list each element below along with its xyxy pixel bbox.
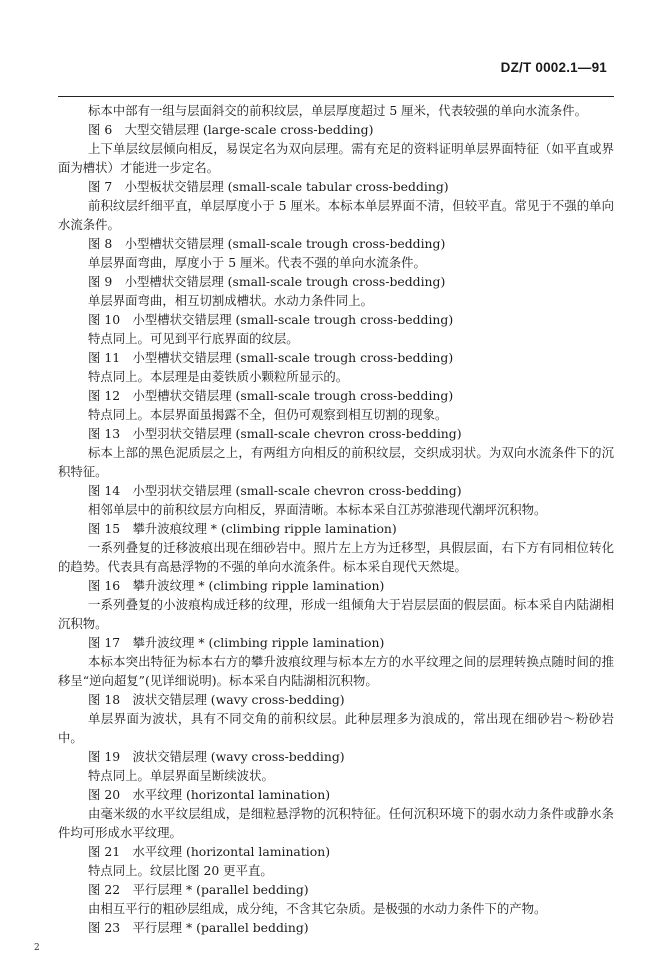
figure-caption: 图 8 小型槽状交错层理 (small-scale trough cross-bedding): [88, 236, 446, 251]
body-paragraph: 上下单层纹层倾向相反，易误定名为双向层理。需有充足的资料证明单层界面特征（如平直或界面为槽状）才能进一步定名。: [58, 141, 614, 175]
header-rule: [58, 96, 614, 97]
figure-caption: 图 9 小型槽状交错层理 (small-scale trough cross-bedding): [88, 274, 446, 289]
body-paragraph: 特点同上。可见到平行底界面的纹层。: [88, 331, 299, 346]
body-paragraph: 单层界面弯曲，相互切割成槽状。水动力条件同上。: [88, 293, 373, 308]
body-paragraph: 相邻单层中的前积纹层方向相反，界面清晰。本标本采自江苏弶港现代潮坪沉积物。: [88, 502, 547, 517]
document-body: [58, 101, 614, 937]
page-number: 2: [34, 943, 40, 953]
figure-caption: 图 20 水平纹理 (horizontal lamination): [88, 787, 331, 802]
body-paragraph: 单层界面为波状，具有不同交角的前积纹层。此种层理多为浪成的，常出现在细砂岩～粉砂岩中。: [58, 711, 614, 745]
figure-caption: 图 16 攀升波纹理 * (climbing ripple lamination): [88, 578, 385, 593]
figure-caption: 图 19 波状交错层理 (wavy cross-bedding): [88, 749, 345, 764]
figure-caption: 图 14 小型羽状交错层理 (small-scale chevron cross-bedding): [88, 483, 462, 498]
figure-caption: 图 6 大型交错层理 (large-scale cross-bedding): [88, 122, 374, 137]
figure-caption: 图 10 小型槽状交错层理 (small-scale trough cross-bedding): [88, 312, 454, 327]
body-paragraph: 标本上部的黑色泥质层之上，有两组方向相反的前积纹层，交织成羽状。为双向水流条件下的沉积特征。: [58, 445, 614, 479]
figure-caption: 图 17 攀升波纹理 * (climbing ripple lamination): [88, 635, 385, 650]
standard-code: DZ/T 0002.1—91: [500, 60, 607, 75]
figure-caption: 图 15 攀升波痕纹理 * (climbing ripple lamination): [88, 521, 397, 536]
body-paragraph: 由毫米级的水平纹层组成，是细粒悬浮物的沉积特征。任何沉积环境下的弱水动力条件或静水条件均可形成水平纹理。: [58, 806, 614, 840]
body-paragraph: 一系列叠复的迁移波痕出现在细砂岩中。照片左上方为迁移型，具假层面，右下方有同相位转化的趋势。代表具有高悬浮物的不强的单向水流条件。标本采自现代天然堤。: [58, 540, 614, 574]
figure-caption: 图 22 平行层理 * (parallel bedding): [88, 882, 309, 897]
body-paragraph: 前积纹层纤细平直，单层厚度小于 5 厘米。本标本单层界面不清，但较平直。常见于不强的单向水流条件。: [58, 198, 614, 232]
figure-caption: 图 21 水平纹理 (horizontal lamination): [88, 844, 331, 859]
figure-caption: 图 18 波状交错层理 (wavy cross-bedding): [88, 692, 345, 707]
figure-caption: 图 23 平行层理 * (parallel bedding): [88, 920, 309, 935]
body-paragraph: 特点同上。本层界面虽揭露不全，但仍可观察到相互切割的现象。: [88, 407, 448, 422]
body-paragraph: 一系列叠复的小波痕构成迁移的纹理，形成一组倾角大于岩层层面的假层面。标本采自内陆湖相沉积物。: [58, 597, 614, 631]
body-paragraph: 单层界面弯曲，厚度小于 5 厘米。代表不强的单向水流条件。: [88, 255, 426, 270]
body-paragraph: 特点同上。单层界面呈断续波状。: [88, 768, 274, 783]
body-paragraph: 本标本突出特征为标本右方的攀升波痕纹理与标本左方的水平纹理之间的层理转换点随时间的推移呈“逆向超复”(见详细说明)。标本采自内陆湖相沉积物。: [58, 654, 614, 688]
figure-caption: 图 13 小型羽状交错层理 (small-scale chevron cross-bedding): [88, 426, 462, 441]
body-paragraph: 由相互平行的粗砂层组成，成分纯，不含其它杂质。是极强的水动力条件下的产物。: [88, 901, 547, 916]
figure-caption: 图 7 小型板状交错层理 (small-scale tabular cross-bedding): [88, 179, 449, 194]
figure-caption: 图 12 小型槽状交错层理 (small-scale trough cross-bedding): [88, 388, 454, 403]
body-paragraph: 特点同上。本层理是由菱铁质小颗粒所显示的。: [88, 369, 349, 384]
figure-caption: 图 11 小型槽状交错层理 (small-scale trough cross-bedding): [88, 350, 454, 365]
body-paragraph: 特点同上。纹层比图 20 更平直。: [88, 863, 273, 878]
body-paragraph: 标本中部有一组与层面斜交的前积纹层，单层厚度超过 5 厘米，代表较强的单向水流条件。: [88, 103, 587, 118]
